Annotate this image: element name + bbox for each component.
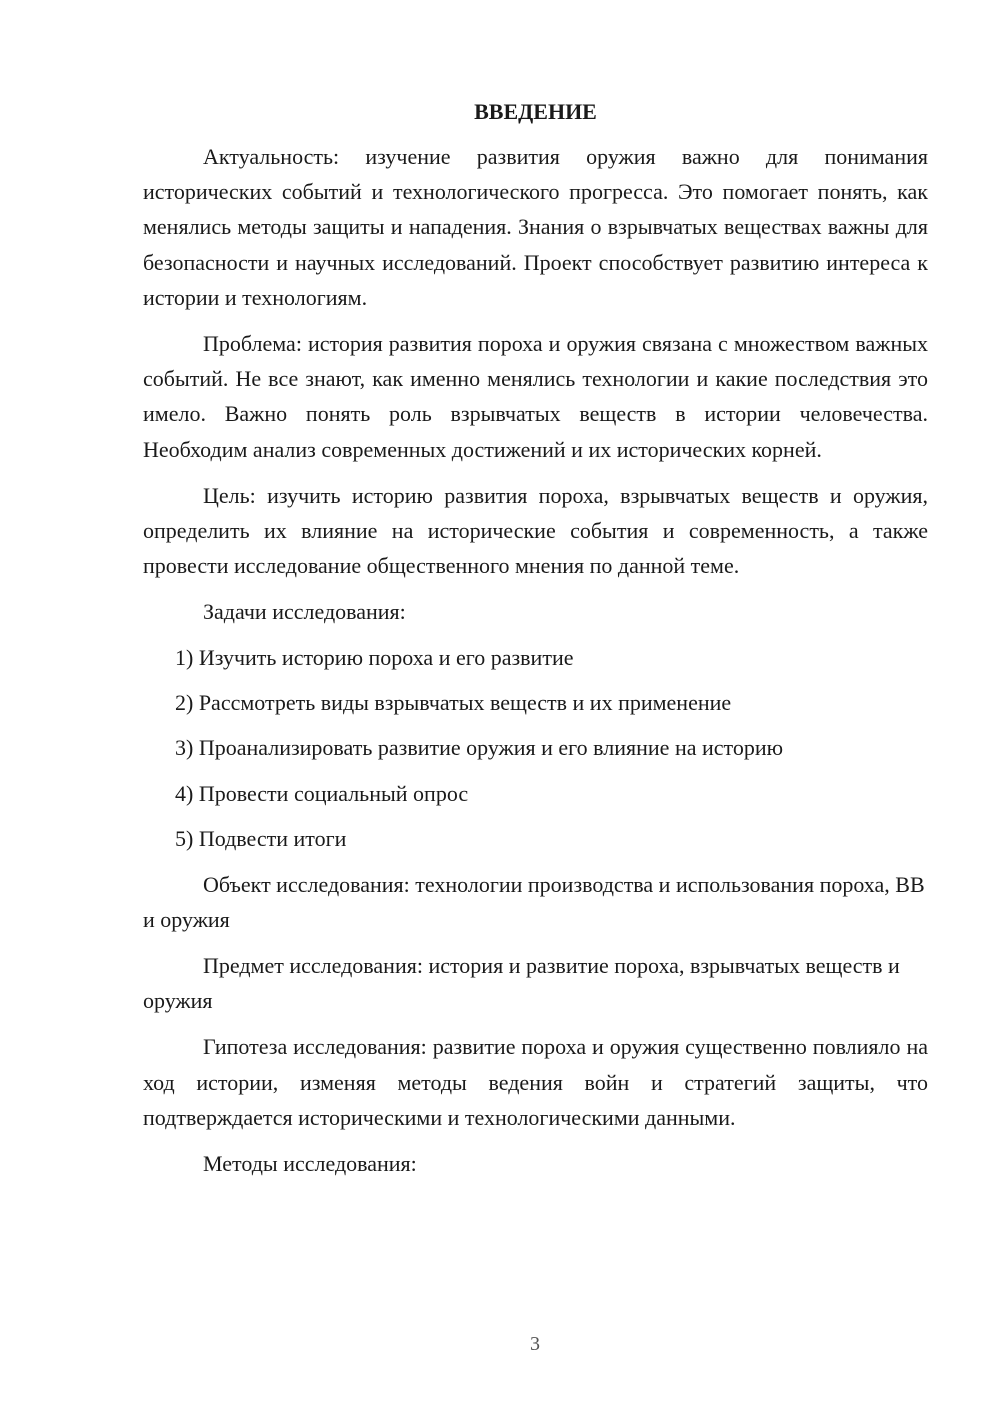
- subject-paragraph: Предмет исследования: история и развитие пороха, взрывчатых веществ и оружия: [143, 953, 900, 1014]
- task-item: 4) Провести социальный опрос: [175, 780, 469, 806]
- tasks-list: [143, 640, 928, 857]
- task-item: 5) Подвести итоги: [175, 826, 347, 852]
- relevance-paragraph: Актуальность: изучение развития оружия важно для понимания исторических событий и технологического прогресса. Это помогает понять, как менялись методы защиты и нападения. Знания о взрывчатых веществах важны для безопасности и научных исследований. Проект способствует развитию интереса к истории и технологиям.: [143, 144, 928, 310]
- task-item: 1) Изучить историю пороха и его развитие: [175, 644, 574, 670]
- page-content: [143, 94, 928, 1191]
- tasks-heading: Задачи исследования:: [203, 599, 406, 625]
- methods-heading: Методы исследования:: [203, 1151, 417, 1177]
- object-paragraph: Объект исследования: технологии производства и использования пороха, ВВ и оружия: [143, 871, 925, 932]
- goal-paragraph: Цель: изучить историю развития пороха, взрывчатых веществ и оружия, определить их влияние на исторические события и современность, а также провести исследование общественного мнения по данной теме.: [143, 482, 928, 579]
- problem-paragraph: Проблема: история развития пороха и оружия связана с множеством важных событий. Не все знают, как именно менялись технологии и какие последствия это имело. Важно понять роль взрывчатых веществ в истории человечества. Необходим анализ современных достижений и их исторических корней.: [143, 331, 928, 462]
- task-item: 3) Проанализировать развитие оружия и его влияние на историю: [175, 735, 784, 761]
- page-title: ВВЕДЕНИЕ: [474, 99, 597, 124]
- task-item: 2) Рассмотреть виды взрывчатых веществ и их применение: [175, 690, 732, 716]
- page-number: 3: [530, 1333, 540, 1355]
- hypothesis-paragraph: Гипотеза исследования: развитие пороха и оружия существенно повлияло на ход истории, изменяя методы ведения войн и стратегий защиты, что подтверждается историческими и технологическими данными.: [143, 1034, 928, 1130]
